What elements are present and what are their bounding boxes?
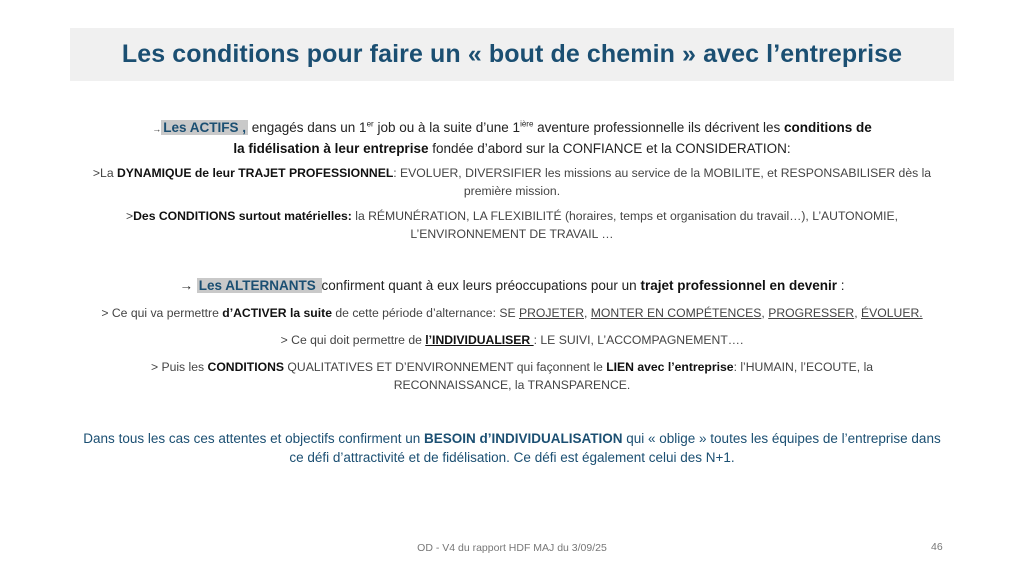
activer-paragraph [0, 304, 1024, 322]
activer-text: de cette période d’alternance: SE [331, 306, 519, 320]
arrow-icon: → [179, 278, 197, 293]
conclusion-text-2: qui « oblige » toutes les équipes de l’entreprise dans ce défi d’attractivité et de fidélisation. Ce défi est également celui des N+1. [289, 431, 941, 465]
arrow-icon: → [152, 124, 162, 134]
alternants-text-1: confirment quant à eux leurs préoccupations pour un [321, 278, 641, 293]
qualitatives-prefix: > Puis les [150, 360, 208, 374]
activer-bold: d’ACTIVER la suite [222, 306, 332, 320]
qualitatives-text-2: : l’HUMAIN, l’ECOUTE, la RECONNAISSANCE, la TRANSPARENCE. [393, 360, 874, 392]
dynamique-text: : EVOLUER, DIVERSIFIER les missions au service de la MOBILITE, et RESPONSABILISER dès la première mission. [393, 166, 932, 198]
conclusion-bold: BESOIN d’INDIVIDUALISATION [423, 431, 623, 446]
activer-underline-1: PROJETER [518, 306, 584, 320]
alternants-label: Les ALTERNANTS [198, 278, 320, 293]
slide-title: Les conditions pour faire un « bout de chemin » avec l’entreprise [121, 40, 903, 68]
actifs-sup-1: er [366, 119, 374, 129]
conditions-bold: Des CONDITIONS surtout matérielles: [133, 209, 352, 223]
dynamique-bold: DYNAMIQUE de leur TRAJET PROFESSIONNEL [116, 166, 394, 180]
conclusion-paragraph [0, 429, 1024, 467]
actifs-text-2: job ou à la suite d’une 1 [373, 120, 521, 135]
actifs-text-4: fondée d’abord sur la CONFIANCE et la CONSIDERATION: [428, 141, 791, 156]
activer-prefix: > Ce qui va permettre [101, 306, 223, 320]
title-band [70, 28, 954, 81]
actifs-paragraph [0, 118, 1024, 158]
individualiser-bold: l’INDIVIDUALISER [425, 333, 534, 347]
activer-underline-2: MONTER EN COMPÉTENCES [590, 306, 762, 320]
dynamique-paragraph [0, 164, 1024, 200]
alternants-text-2: : [837, 278, 845, 293]
page-number: 46 [931, 541, 943, 553]
conditions-prefix: > [125, 209, 134, 223]
activer-underline-3: PROGRESSER [768, 306, 855, 320]
actifs-text-1: engagés dans un 1 [247, 120, 367, 135]
dynamique-prefix: >La [92, 166, 117, 180]
activer-sep-1: , [584, 306, 591, 320]
qualitatives-bold-1: CONDITIONS [207, 360, 285, 374]
footer: OD - V4 du rapport HDF MAJ du 3/09/25 [417, 542, 607, 554]
individualiser-prefix: > Ce qui doit permettre de [280, 333, 426, 347]
actifs-text-3: aventure professionnelle ils décrivent les [533, 120, 785, 135]
conclusion-text-1: Dans tous les cas ces attentes et objectifs confirment un [83, 431, 424, 446]
individualiser-paragraph [0, 331, 1024, 349]
activer-underline-4: ÉVOLUER. [861, 306, 923, 320]
alternants-paragraph [0, 276, 1024, 295]
activer-sep-3: , [854, 306, 861, 320]
activer-sep-2: , [761, 306, 769, 320]
qualitatives-bold-2: LIEN avec l’entreprise [606, 360, 734, 374]
conditions-paragraph [0, 207, 1024, 243]
individualiser-text: : LE SUIVI, L’ACCOMPAGNEMENT…. [533, 333, 744, 347]
actifs-bold: conditions de la fidélisation à leur entreprise [233, 120, 872, 156]
conditions-text: la RÉMUNÉRATION, LA FLEXIBILITÉ (horaires, temps et organisation du travail…), L’AUTONOMIE, L’ENVIRONNEMENT DE TRAVAIL … [351, 209, 898, 241]
qualitatives-paragraph [0, 358, 1024, 394]
qualitatives-text-1: QUALITATIVES ET D’ENVIRONNEMENT qui façonnent le [284, 360, 607, 374]
actifs-sup-2: ière [520, 119, 534, 129]
alternants-bold: trajet professionnel en devenir [640, 278, 838, 293]
actifs-label: Les ACTIFS , [163, 120, 246, 135]
